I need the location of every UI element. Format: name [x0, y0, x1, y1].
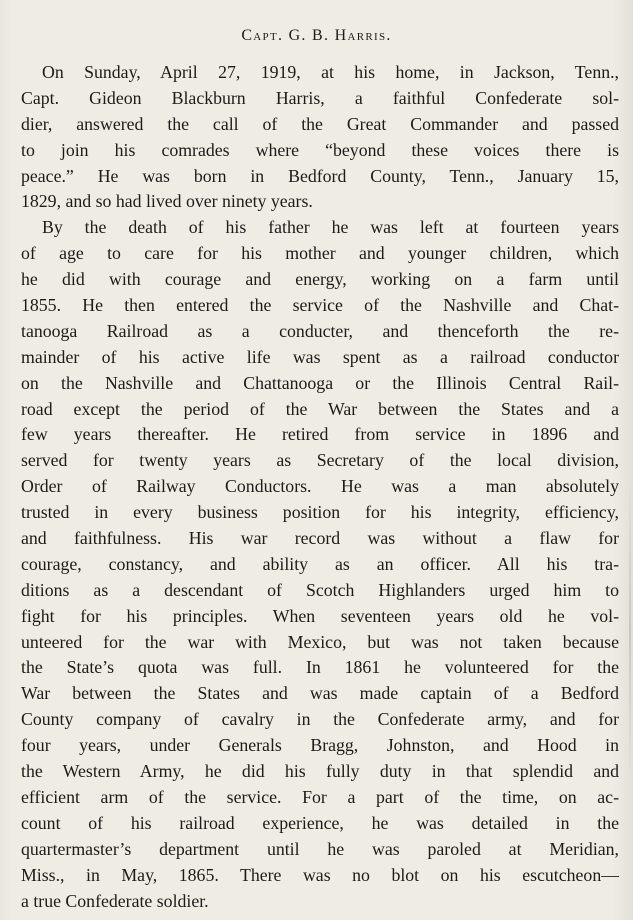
text-line: a true Confederate soldier. — [21, 890, 209, 911]
text-line: County company of cavalry in the Confederate army, and for — [21, 709, 619, 730]
text-line: fight for his principles. When seventeen years old he vol- — [21, 605, 619, 626]
text-line: tanooga Railroad as a conducter, and thenceforth the re- — [21, 320, 619, 341]
text-line: to join his comrades where “beyond these voices there is — [21, 139, 619, 160]
text-line: courage, constancy, and ability as an officer. All his tra- — [21, 553, 619, 574]
text-line: he did with courage and energy, working on a farm until — [21, 269, 619, 290]
text-line: On Sunday, April 27, 1919, at his home, in Jackson, Tenn., — [42, 62, 619, 82]
text-line: War between the States and was made captain of a Bedford — [21, 683, 619, 704]
text-line: ditions as a descendant of Scotch Highlanders urged him to — [21, 579, 619, 600]
page-edge-shadow — [629, 480, 631, 780]
text-line: By the death of his father he was left at fourteen years — [42, 217, 619, 238]
text-line: unteered for the war with Mexico, but was not taken because — [21, 631, 619, 652]
text-line: of age to care for his mother and younger children, which — [21, 243, 619, 264]
text-line: dier, answered the call of the Great Commander and passed — [21, 113, 619, 134]
article-body — [21, 60, 619, 914]
text-line: few years thereafter. He retired from service in 1896 and — [21, 424, 619, 445]
article-title: Capt. G. B. Harris. — [241, 27, 392, 44]
text-line: on the Nashville and Chattanooga or the Illinois Central Rail- — [21, 372, 619, 393]
text-line: four years, under Generals Bragg, Johnston, and Hood in — [21, 735, 619, 756]
text-line: and faithfulness. His war record was without a flaw for — [21, 528, 619, 549]
text-line: efficient arm of the service. For a part of the time, on ac- — [21, 786, 619, 807]
text-line: road except the period of the War between the States and a — [21, 398, 619, 419]
text-line: trusted in every business position for his integrity, efficiency, — [21, 502, 619, 523]
text-line: 1829, and so had lived over ninety years. — [21, 191, 313, 212]
text-line: quartermaster’s department until he was paroled at Meridian, — [21, 838, 619, 859]
text-line: 1855. He then entered the service of the Nashville and Chat- — [21, 295, 619, 316]
text-line: mainder of his active life was spent as a railroad conductor — [21, 346, 619, 367]
text-line: served for twenty years as Secretary of the local division, — [21, 450, 619, 471]
text-line: Order of Railway Conductors. He was a man absolutely — [21, 476, 619, 497]
text-line: count of his railroad experience, he was detailed in the — [21, 812, 619, 833]
text-line: Miss., in May, 1865. There was no blot on his escutcheon— — [21, 864, 619, 885]
text-line: peace.” He was born in Bedford County, Tenn., January 15, — [21, 165, 619, 186]
text-line: the State’s quota was full. In 1861 he volunteered for the — [21, 657, 619, 678]
text-line: Capt. Gideon Blackburn Harris, a faithful Confederate sol- — [21, 87, 619, 108]
text-line: the Western Army, he did his fully duty in that splendid and — [21, 761, 619, 782]
